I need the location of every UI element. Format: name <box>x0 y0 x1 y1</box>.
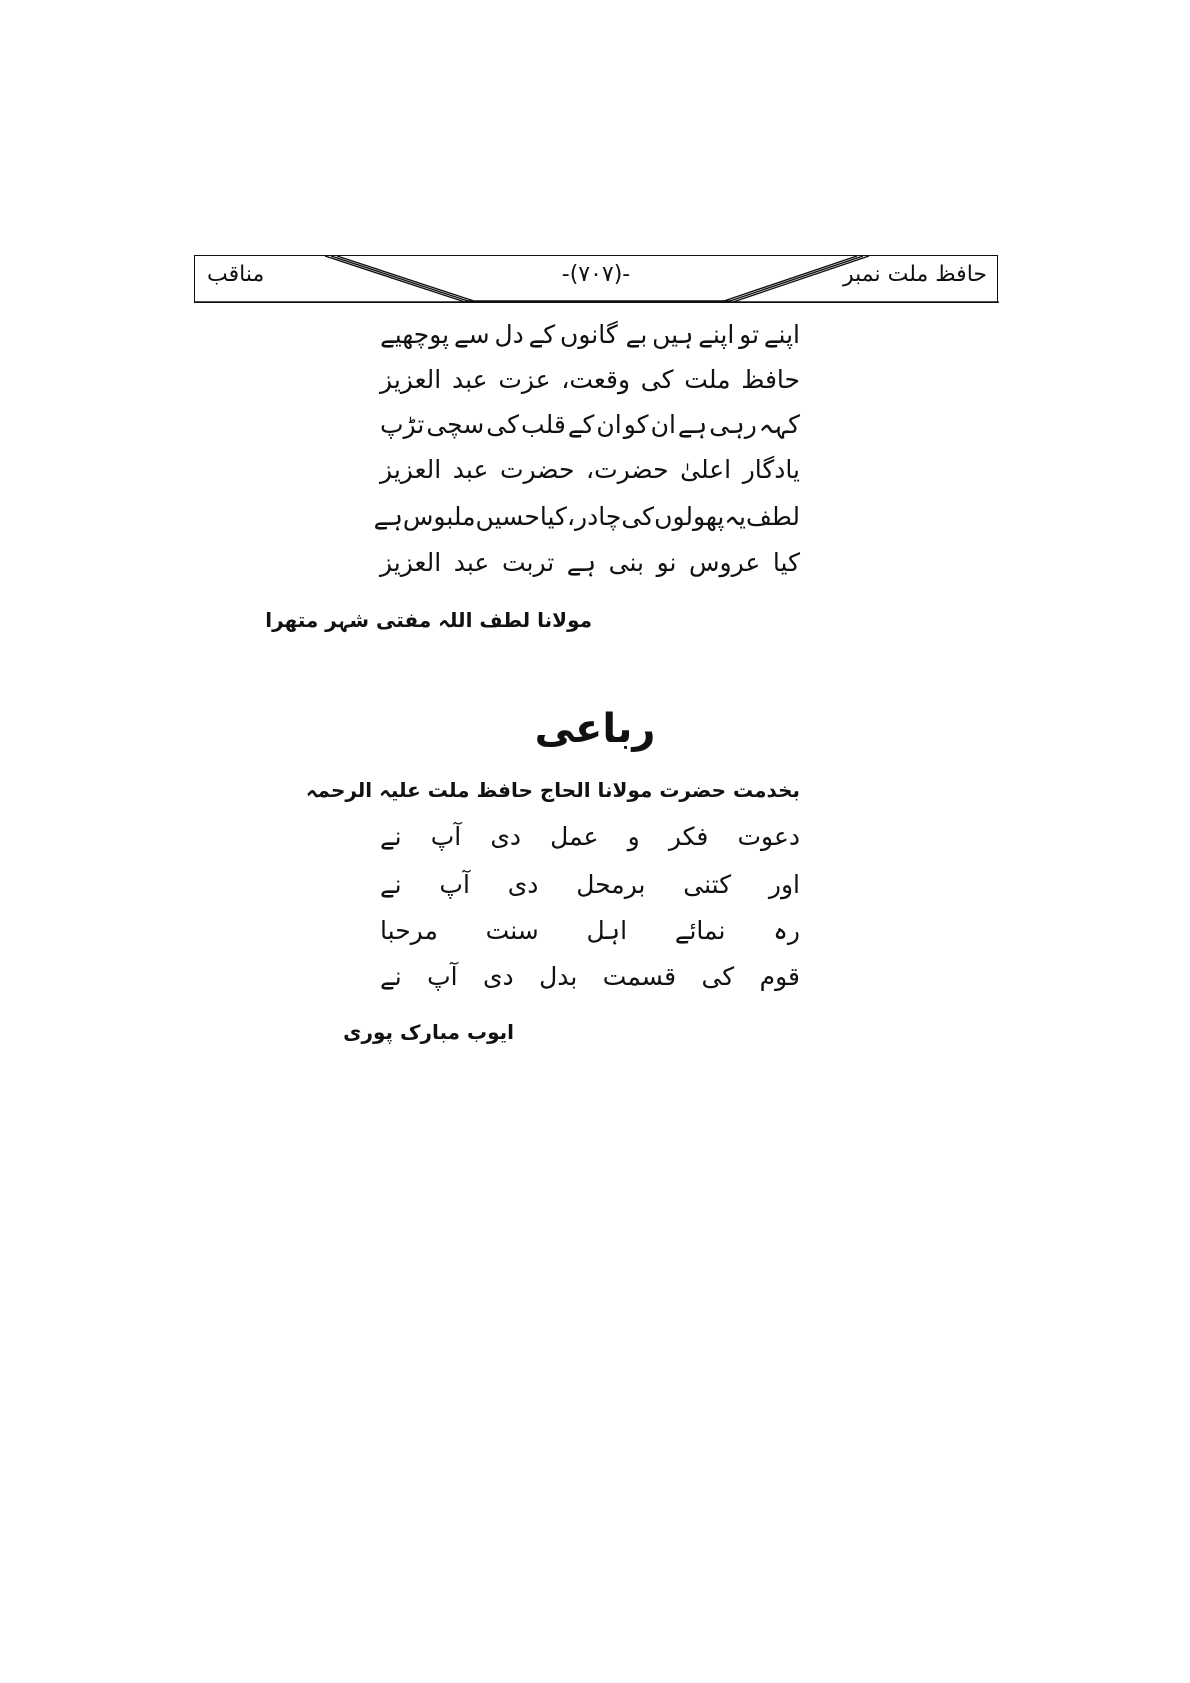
page-header <box>194 255 998 303</box>
header-section-title: مناقب <box>207 262 265 287</box>
verse-word: حضرت، <box>586 455 669 484</box>
poem-verse-line <box>380 365 800 394</box>
verse-word: العزیز <box>380 365 442 394</box>
verse-word: اعلیٰ <box>680 455 732 484</box>
verse-word: کیا <box>772 548 800 577</box>
verse-word: عروس <box>689 548 761 577</box>
rubai-verse-line <box>380 916 800 945</box>
verse-word: ملت <box>684 365 731 394</box>
verse-word: تڑپ <box>380 410 425 439</box>
verse-word: پوچھیے <box>380 320 450 349</box>
verse-word: حضرت <box>499 455 575 484</box>
rubai-attribution: ایوب مبارک پوری <box>343 1020 514 1044</box>
verse-word: آپ <box>427 962 458 991</box>
verse-word: عبد <box>452 455 489 484</box>
verse-word: اپنے <box>698 320 735 349</box>
verse-word: اور <box>768 870 800 899</box>
verse-word: کی <box>701 962 735 991</box>
verse-word: بے گانوں <box>559 320 648 349</box>
verse-word: لطف <box>745 502 800 531</box>
verse-word: نو <box>656 548 677 577</box>
verse-word: عبد <box>453 548 490 577</box>
verse-word: ان <box>596 410 622 439</box>
verse-word: وقعت، <box>561 365 631 394</box>
verse-word: رہی <box>709 410 757 439</box>
verse-word: تربت <box>501 548 555 577</box>
verse-word: کہہ <box>758 410 800 439</box>
verse-word: کے <box>528 320 556 349</box>
verse-word: بنی <box>608 548 644 577</box>
verse-word: قوم <box>759 962 800 991</box>
verse-word: و <box>627 822 640 851</box>
verse-word: ان <box>650 410 676 439</box>
verse-word: فکر <box>668 822 709 851</box>
verse-word: چادر، <box>566 502 622 531</box>
verse-word: کی <box>640 365 674 394</box>
verse-word: العزیز <box>380 455 442 484</box>
rubai-verse-line <box>380 870 800 899</box>
verse-word: برمحل <box>576 870 646 899</box>
verse-word: نے <box>380 822 402 851</box>
verse-word: بدل <box>539 962 578 991</box>
header-book-title: حافظ ملت نمبر <box>843 262 987 287</box>
poem-attribution: مولانا لطف اللہ مفتی شہر متھرا <box>265 608 592 632</box>
poem-verse-line <box>380 410 800 439</box>
verse-word: ہے <box>373 502 403 531</box>
verse-word: دعوت <box>737 822 800 851</box>
verse-word: عزت <box>498 365 551 394</box>
verse-word: کی <box>486 410 520 439</box>
verse-word: حسیں <box>475 502 540 531</box>
verse-word: اپنے <box>763 320 800 349</box>
verse-word: حافظ <box>741 365 800 394</box>
verse-word: آپ <box>430 822 462 851</box>
verse-word: ہے <box>677 410 708 439</box>
verse-word: تو <box>739 320 760 349</box>
verse-word: کیا <box>539 502 567 531</box>
dedication-line: بخدمت حضرت مولانا الحاج حافظ ملت علیہ الرحمہ <box>305 778 800 802</box>
poem-verse-line <box>380 455 800 484</box>
verse-word: دی <box>482 962 514 991</box>
poem-verse-line <box>380 548 800 577</box>
page-number: -(۷۰۷)- <box>561 262 631 287</box>
section-title: رباعی <box>534 706 656 752</box>
verse-word: کے <box>567 410 595 439</box>
verse-word: قسمت <box>602 962 677 991</box>
verse-word: عمل <box>550 822 599 851</box>
verse-word: دی <box>507 870 539 899</box>
verse-word: سچی <box>426 410 485 439</box>
verse-word: کو <box>623 410 649 439</box>
verse-word: سنت <box>485 916 539 945</box>
rubai-verse-line <box>380 822 800 851</box>
verse-word: ملبوس <box>402 502 476 531</box>
verse-word: مرحبا <box>380 916 438 945</box>
poem-verse-line <box>380 320 800 349</box>
verse-word: یہ <box>724 502 746 531</box>
verse-word: پھولوں <box>654 502 725 531</box>
verse-word: ہے <box>566 548 597 577</box>
verse-word: کی <box>621 502 655 531</box>
verse-word: نے <box>380 870 402 899</box>
verse-word: ہیں <box>652 320 694 349</box>
verse-word: رہ <box>773 916 800 945</box>
verse-word: دی <box>490 822 522 851</box>
verse-word: نمائے <box>674 916 726 945</box>
verse-word: آپ <box>439 870 470 899</box>
poem-verse-line <box>373 502 800 531</box>
rubai-verse-line <box>380 962 800 991</box>
verse-word: اہل <box>586 916 628 945</box>
verse-word: یادگار <box>742 455 800 484</box>
verse-word: سے <box>453 320 490 349</box>
verse-word: عبد <box>451 365 488 394</box>
verse-word: کتنی <box>683 870 732 899</box>
verse-word: نے <box>380 962 402 991</box>
verse-word: العزیز <box>380 548 442 577</box>
verse-word: قلب <box>521 410 566 439</box>
verse-word: دل <box>494 320 524 349</box>
